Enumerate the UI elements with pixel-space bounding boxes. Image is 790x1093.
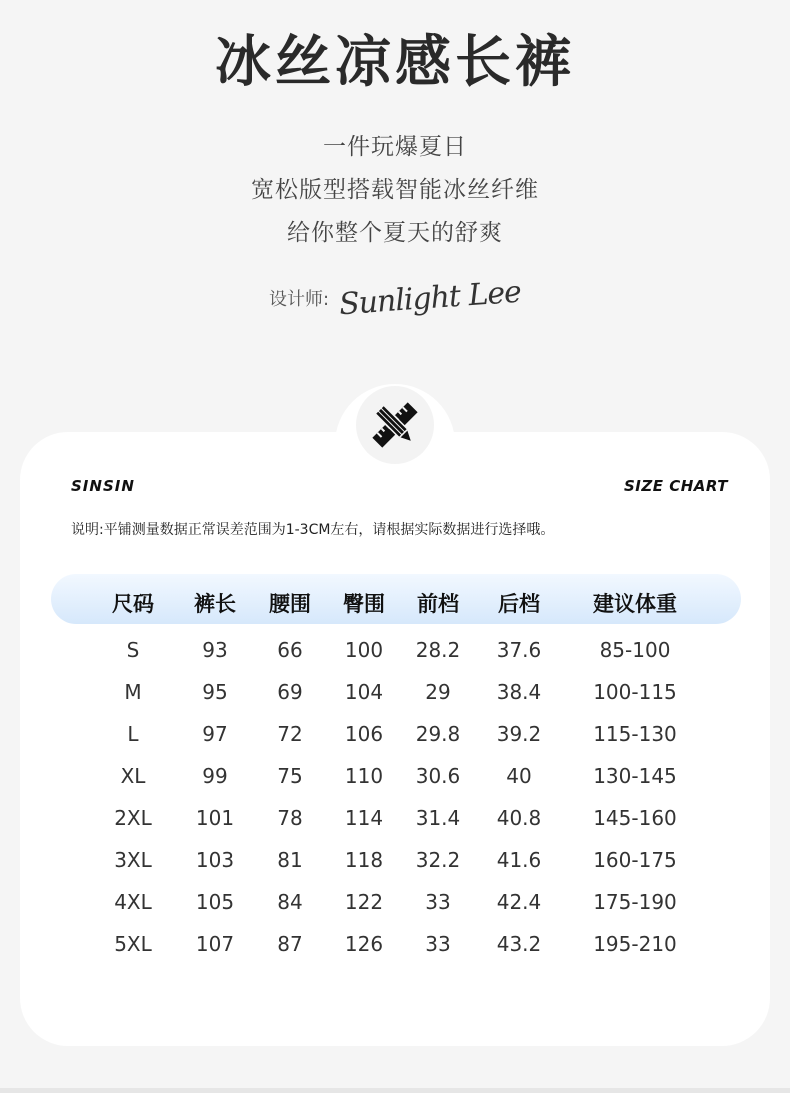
- table-cell: M: [124, 680, 142, 704]
- table-cell: 29: [425, 680, 451, 704]
- table-header-cell: 腰围: [269, 592, 311, 616]
- table-cell: 106: [344, 722, 384, 746]
- table-cell: 107: [195, 932, 235, 956]
- table-cell: 38.4: [496, 680, 542, 704]
- table-cell: 103: [195, 848, 235, 872]
- table-cell: 40.8: [496, 806, 542, 830]
- table-cell: 42.4: [496, 890, 542, 914]
- table-cell: 87: [277, 932, 303, 956]
- table-cell: 41.6: [496, 848, 542, 872]
- table-cell: 100-115: [593, 680, 677, 704]
- table-cell: 43.2: [496, 932, 542, 956]
- table-cell: 37.6: [496, 638, 542, 662]
- icon-badge: [356, 386, 434, 464]
- tagline: 一件玩爆夏日: [323, 134, 467, 160]
- table-cell: 126: [344, 932, 384, 956]
- table-cell: 33: [425, 890, 451, 914]
- page-title: 冰丝凉感长裤: [215, 30, 575, 95]
- table-header-cell: 前档: [417, 592, 459, 616]
- table-cell: 5XL: [114, 932, 152, 956]
- tagline: 宽松版型搭载智能冰丝纤维: [251, 177, 539, 203]
- table-cell: 175-190: [593, 890, 677, 914]
- table-cell: 78: [277, 806, 303, 830]
- table-cell: 110: [344, 764, 384, 788]
- table-cell: 130-145: [593, 764, 677, 788]
- table-cell: 99: [202, 764, 228, 788]
- table-cell: 40: [506, 764, 532, 788]
- table-cell: 75: [277, 764, 303, 788]
- table-cell: 195-210: [593, 932, 677, 956]
- brand-name: SINSIN: [71, 477, 135, 495]
- table-header-cell: 后档: [498, 592, 540, 616]
- table-cell: S: [126, 638, 140, 662]
- table-cell: 114: [344, 806, 384, 830]
- table-cell: 28.2: [415, 638, 461, 662]
- size-chart-heading: SIZE CHART: [623, 477, 728, 495]
- designer-signature: Sunlight Lee: [338, 274, 522, 322]
- designer: [0, 276, 790, 320]
- table-header-cell: 臀围: [343, 592, 385, 616]
- table-header-cell: 建议体重: [593, 592, 677, 616]
- table-cell: 69: [277, 680, 303, 704]
- table-cell: 100: [344, 638, 384, 662]
- table-cell: 97: [202, 722, 228, 746]
- table-cell: 95: [202, 680, 228, 704]
- table-cell: 160-175: [593, 848, 677, 872]
- taglines: [0, 126, 790, 255]
- table-cell: 31.4: [415, 806, 461, 830]
- table-cell: 101: [195, 806, 235, 830]
- table-cell: 4XL: [114, 890, 152, 914]
- table-cell: 145-160: [593, 806, 677, 830]
- ruler-pencil-icon: [367, 397, 423, 453]
- table-cell: 72: [277, 722, 303, 746]
- table-cell: 93: [202, 638, 228, 662]
- table-cell: 32.2: [415, 848, 461, 872]
- tagline: 给你整个夏天的舒爽: [287, 220, 503, 246]
- table-cell: 81: [277, 848, 303, 872]
- table-cell: 2XL: [114, 806, 152, 830]
- table-cell: 104: [344, 680, 384, 704]
- table-cell: 29.8: [415, 722, 461, 746]
- table-cell: 122: [344, 890, 384, 914]
- table-cell: XL: [120, 764, 146, 788]
- table-cell: 105: [195, 890, 235, 914]
- table-cell: 85-100: [599, 638, 671, 662]
- table-cell: 30.6: [415, 764, 461, 788]
- table-cell: 84: [277, 890, 303, 914]
- table-cell: 118: [344, 848, 384, 872]
- table-header-cell: 尺码: [112, 592, 154, 616]
- table-cell: L: [127, 722, 139, 746]
- table-cell: 66: [277, 638, 303, 662]
- table-cell: 39.2: [496, 722, 542, 746]
- designer-label: 设计师:: [268, 289, 330, 310]
- measurement-note: 说明:平铺测量数据正常误差范围为1-3CM左右，请根据实际数据进行选择哦。: [71, 522, 555, 538]
- bottom-divider: [0, 1088, 790, 1093]
- table-cell: 33: [425, 932, 451, 956]
- table-header-cell: 裤长: [194, 592, 236, 616]
- table-cell: 3XL: [114, 848, 152, 872]
- table-cell: 115-130: [593, 722, 677, 746]
